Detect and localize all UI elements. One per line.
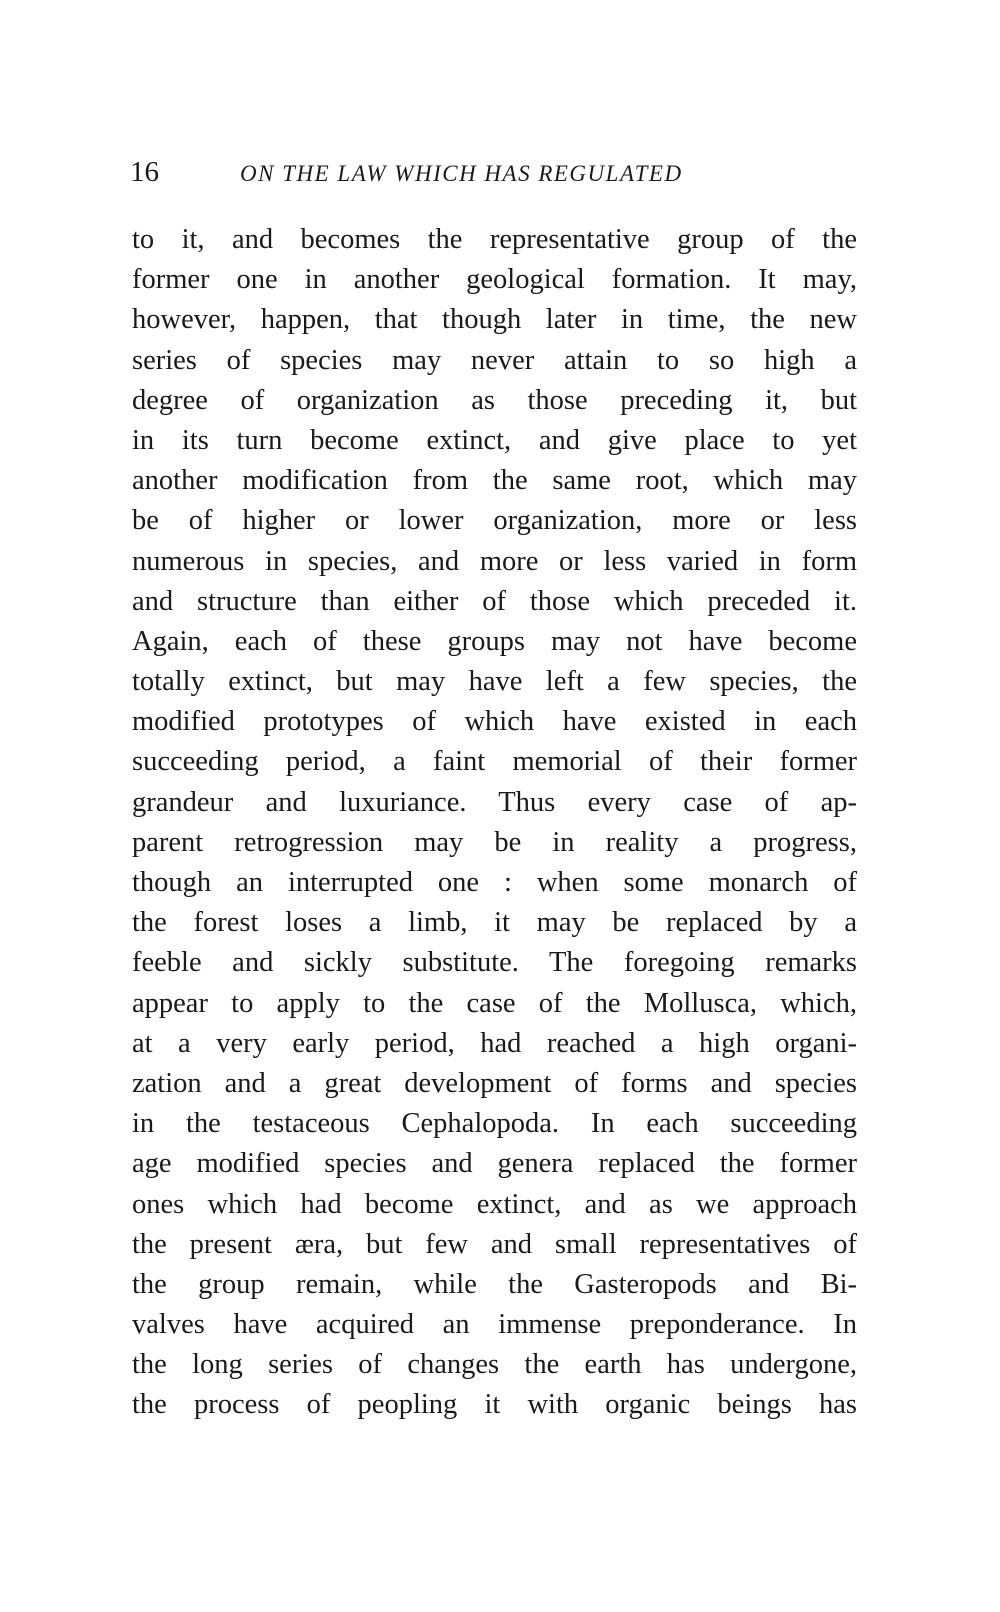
text-line: the group remain, while the Gasteropods and Bi- [132, 1268, 857, 1300]
text-line: though an interrupted one : when some monarch of [132, 867, 857, 898]
text-line: Again, each of these groups may not have become [132, 625, 857, 657]
running-title: ON THE LAW WHICH HAS REGULATED [240, 161, 683, 186]
text-line: grandeur and luxuriance. Thus every case of ap- [132, 786, 857, 818]
text-line: numerous in species, and more or less varied in form [132, 545, 857, 577]
text-line: parent retrogression may be in reality a progress, [132, 826, 857, 858]
body-text [132, 220, 857, 1426]
text-line: totally extinct, but may have left a few species, the [132, 666, 857, 698]
text-line: another modification from the same root, which may [132, 465, 857, 497]
text-line: appear to apply to the case of the Mollusca, which, [132, 987, 857, 1019]
text-line: age modified species and genera replaced the former [132, 1148, 857, 1180]
text-line: be of higher or lower organization, more or less [132, 505, 857, 537]
text-line: degree of organization as those preceding it, but [132, 384, 857, 416]
text-line: the forest loses a limb, it may be replaced by a [132, 907, 857, 939]
text-line: to it, and becomes the representative group of the [132, 224, 857, 255]
text-line: modified prototypes of which have existed in each [132, 706, 857, 738]
text-line: zation and a great development of forms and species [132, 1067, 857, 1099]
text-line: the long series of changes the earth has undergone, [132, 1349, 857, 1381]
text-line: at a very early period, had reached a high organi- [132, 1027, 857, 1059]
text-line: feeble and sickly substitute. The foregoing remarks [132, 947, 857, 979]
page-number: 16 [130, 156, 159, 188]
text-line: the process of peopling it with organic beings has [132, 1389, 857, 1421]
text-line: in the testaceous Cephalopoda. In each succeeding [132, 1108, 857, 1140]
text-line: series of species may never attain to so high a [132, 344, 857, 376]
text-line: in its turn become extinct, and give place to yet [132, 424, 857, 456]
text-line: ones which had become extinct, and as we approach [132, 1188, 857, 1220]
text-line: former one in another geological formation. It may, [132, 264, 857, 296]
text-line: succeeding period, a faint memorial of their former [132, 746, 857, 778]
text-line: and structure than either of those which preceded it. [132, 585, 857, 617]
text-line: the present æra, but few and small representatives of [132, 1228, 857, 1260]
text-line: however, happen, that though later in time, the new [132, 304, 857, 336]
running-head [130, 154, 870, 194]
text-line: valves have acquired an immense preponderance. In [132, 1309, 857, 1341]
